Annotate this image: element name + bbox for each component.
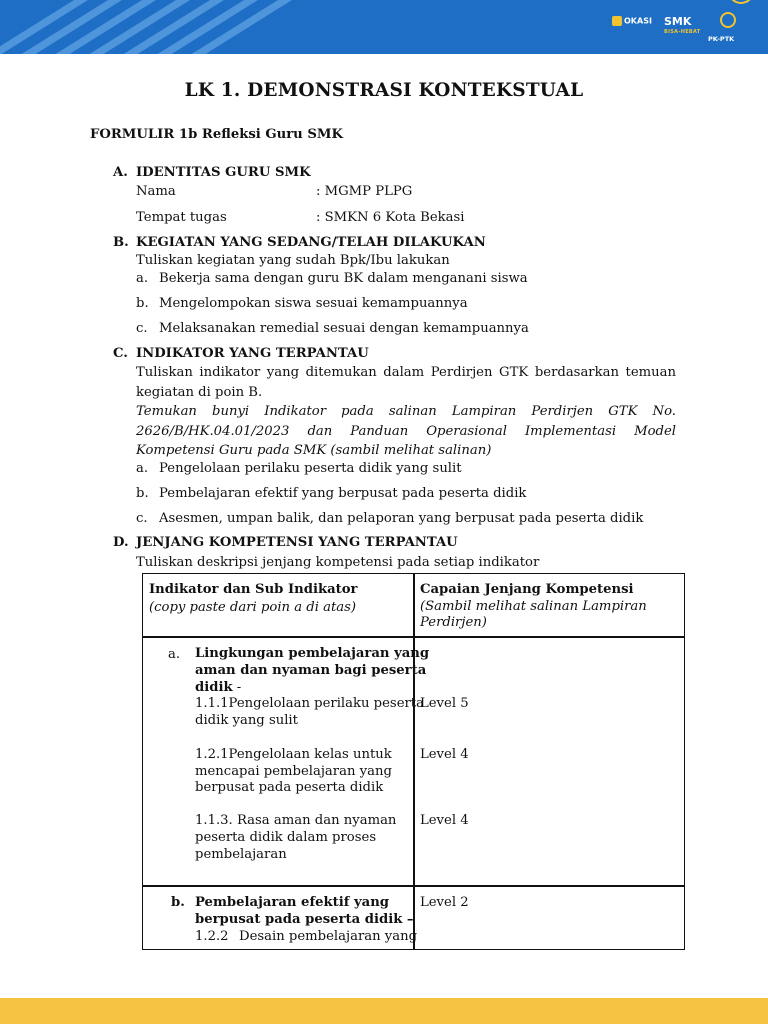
table-row-title: Pembelajaran efektif yang: [195, 895, 390, 910]
section-a-title: IDENTITAS GURU SMK: [136, 165, 311, 180]
pkptk-emblem-icon: [720, 12, 736, 28]
section-b-instruction: Tuliskan kegiatan yang sudah Bpk/Ibu lakukan: [136, 253, 450, 268]
section-d-letter: D.: [113, 535, 129, 550]
section-d-instruction: Tuliskan deskripsi jenjang kompetensi pada setiap indikator: [136, 555, 540, 570]
list-item-letter: a.: [136, 271, 149, 286]
table-row-divider: [143, 636, 684, 638]
list-item-letter: c.: [136, 321, 148, 336]
list-item-letter: b.: [136, 486, 149, 501]
form-subtitle: FORMULIR 1b Refleksi Guru SMK: [90, 127, 343, 142]
field-value-nama: : MGMP PLPG: [316, 184, 413, 199]
competency-table: [142, 573, 685, 950]
list-item: Pembelajaran efektif yang berpusat pada peserta didik: [159, 486, 527, 501]
list-item-letter: b.: [136, 296, 149, 311]
sub-indicator-text: 1.1.1Pengelolaan perilaku peserta: [195, 696, 424, 711]
table-row-title: berpusat pada peserta didik –: [195, 912, 414, 927]
smk-logo: SMK BISA-HEBAT: [664, 15, 701, 35]
sub-indicator-text: 1.2.1Pengelolaan kelas untuk: [195, 747, 392, 762]
table-header-achievement: Capaian Jenjang Kompetensi: [420, 582, 634, 597]
sub-indicator-number: 1.2.2: [195, 929, 229, 944]
table-row-divider: [143, 885, 684, 887]
header-stripe: [0, 0, 104, 54]
page-title: LK 1. DEMONSTRASI KONTEKSTUAL: [184, 80, 584, 101]
table-header-indicator-note: (copy paste dari poin a di atas): [149, 600, 357, 615]
list-item: Pengelolaan perilaku peserta didik yang sulit: [159, 461, 462, 476]
section-c-title: INDIKATOR YANG TERPANTAU: [136, 346, 369, 361]
field-label-nama: Nama: [136, 184, 176, 199]
section-d-title: JENJANG KOMPETENSI YANG TERPANTAU: [136, 535, 458, 550]
list-item: Mengelompokan siswa sesuai kemampuannya: [159, 296, 468, 311]
section-a-letter: A.: [113, 165, 128, 180]
table-row-title: Lingkungan pembelajaran yang: [195, 646, 430, 661]
section-b-letter: B.: [113, 235, 129, 250]
competency-level: Level 4: [420, 747, 469, 762]
section-c-note: Temukan bunyi Indikator pada salinan Lampiran Perdirjen GTK No. 2626/B/HK.04.01/2023 dan Panduan Operasional Implementasi Model Kompetensi Guru pada SMK (sambil melihat salinan): [136, 404, 676, 458]
sub-indicator-text: didik yang sulit: [195, 713, 298, 728]
section-b-title: KEGIATAN YANG SEDANG/TELAH DILAKUKAN: [136, 235, 486, 250]
table-column-divider: [413, 574, 415, 949]
footer-band: [0, 998, 768, 1024]
sub-indicator-text: berpusat pada peserta didik: [195, 780, 384, 795]
list-item: Asesmen, umpan balik, dan pelaporan yang berpusat pada peserta didik: [159, 511, 644, 526]
table-row-letter: b.: [171, 895, 185, 910]
table-header-achievement-note: (Sambil melihat salinan Lampiran: [420, 599, 647, 614]
list-item-letter: a.: [136, 461, 149, 476]
sub-indicator-text: Desain pembelajaran yang: [239, 929, 418, 944]
list-item-letter: c.: [136, 511, 148, 526]
header-band: [0, 0, 768, 54]
table-header-achievement-note: Perdirjen): [420, 615, 487, 630]
competency-level: Level 2: [420, 895, 469, 910]
table-row-title: didik -: [195, 680, 242, 695]
list-item: Bekerja sama dengan guru BK dalam menganani siswa: [159, 271, 528, 286]
sub-indicator-text: pembelajaran: [195, 847, 287, 862]
section-c-letter: C.: [113, 346, 128, 361]
sub-indicator-text: mencapai pembelajaran yang: [195, 764, 392, 779]
field-value-tempat-tugas: : SMKN 6 Kota Bekasi: [316, 210, 465, 225]
pkptk-logo: PK-PTK: [706, 8, 746, 48]
sub-indicator-text: 1.1.3. Rasa aman dan nyaman: [195, 813, 397, 828]
okasi-mark-icon: [612, 16, 622, 26]
section-c-instruction: Tuliskan indikator yang ditemukan dalam Perdirjen GTK berdasarkan temuan kegiatan di poin B.: [136, 365, 676, 400]
table-row-title: aman dan nyaman bagi peserta: [195, 663, 427, 678]
table-row-letter: a.: [168, 647, 181, 662]
ring-emblem-icon: [728, 0, 754, 4]
competency-level: Level 5: [420, 696, 469, 711]
list-item: Melaksanakan remedial sesuai dengan kemampuannya: [159, 321, 529, 336]
sub-indicator-text: peserta didik dalam proses: [195, 830, 377, 845]
header-logos: [588, 0, 768, 54]
competency-level: Level 4: [420, 813, 469, 828]
table-header-indicator: Indikator dan Sub Indikator: [149, 582, 358, 597]
okasi-logo: OKASI: [612, 16, 652, 26]
field-label-tempat-tugas: Tempat tugas: [136, 210, 227, 225]
